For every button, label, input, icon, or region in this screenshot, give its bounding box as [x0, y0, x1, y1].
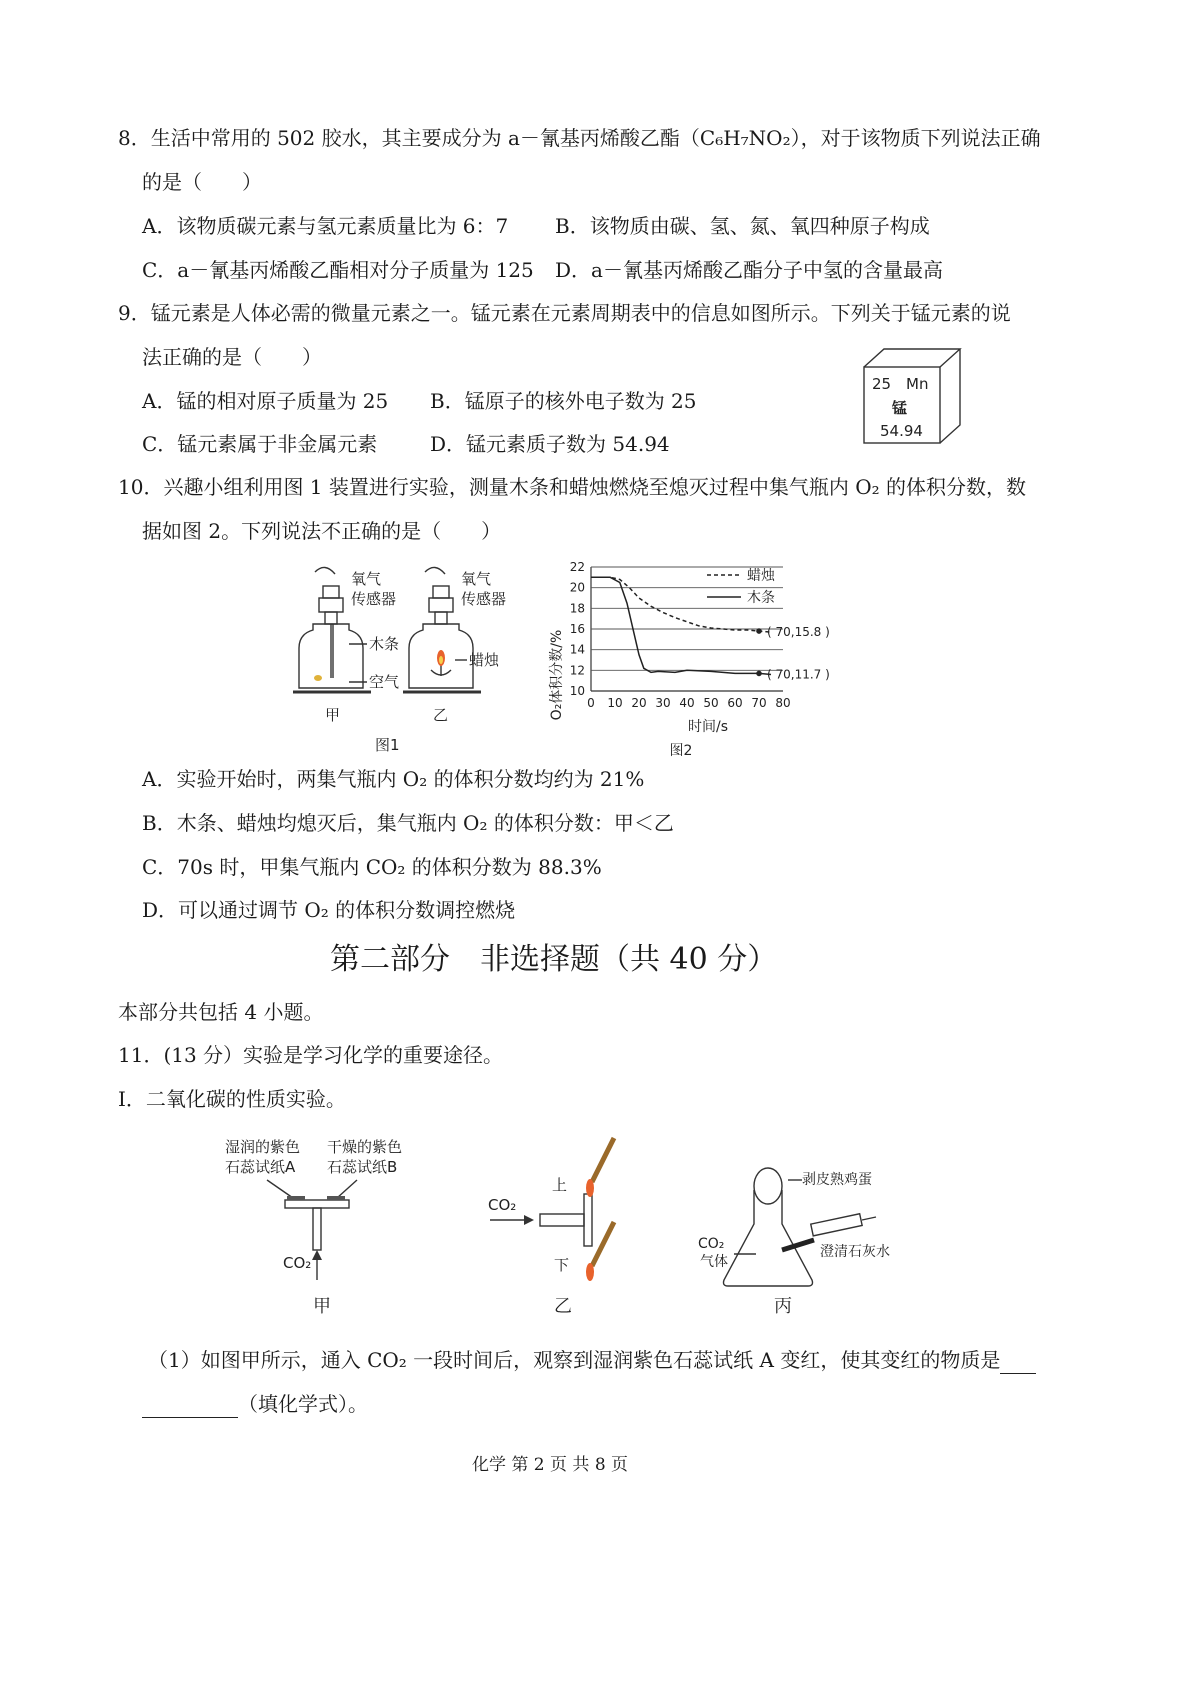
jia-label-a1: 湿润的紫色 — [225, 1138, 301, 1156]
chart-legend — [707, 567, 776, 606]
q9-option-d: D．锰元素质子数为 54.94 — [430, 432, 670, 456]
q8-option-c: C．a－氰基丙烯酸乙酯相对分子质量为 125 — [142, 258, 534, 282]
jia-co2: CO₂ — [283, 1254, 312, 1272]
chart-annotation-point — [756, 671, 762, 677]
q11-figure-bing — [690, 1150, 910, 1320]
q10-option-a: A．实验开始时，两集气瓶内 O₂ 的体积分数均约为 21% — [142, 767, 645, 791]
q10-option-c: C．70s 时，甲集气瓶内 CO₂ 的体积分数为 88.3% — [142, 855, 602, 879]
q10-figure-1 — [285, 560, 525, 760]
chart-x-tick-label: 60 — [727, 696, 743, 710]
chart-y-tick-label: 10 — [569, 684, 585, 698]
q8-option-a: A．该物质碳元素与氢元素质量比为 6：7 — [142, 214, 509, 238]
q11-figure-yi — [480, 1130, 640, 1320]
yi-up: 上 — [552, 1176, 568, 1194]
chart-y-tick-label: 20 — [569, 580, 585, 595]
chart-grid — [591, 567, 783, 691]
q11-section-i: Ⅰ．二氧化碳的性质实验。 — [118, 1087, 346, 1111]
q9-stem-line2: 法正确的是（ ） — [142, 345, 322, 369]
jia-label-b2: 石蕊试纸B — [327, 1158, 398, 1176]
q10-stem-line2: 据如图 2。下列说法不正确的是（ ） — [142, 519, 502, 543]
element-number: 25 — [872, 375, 892, 393]
q9-option-b: B．锰原子的核外电子数为 25 — [430, 389, 697, 413]
jia-caption: 甲 — [313, 1296, 331, 1317]
element-name: 锰 — [892, 399, 908, 417]
chart-series-line-wood — [591, 577, 771, 674]
q11-sub1-line1 — [148, 1346, 1036, 1374]
element-card-mn — [858, 345, 968, 450]
element-symbol: Mn — [906, 375, 929, 393]
fig1-wood-label: 木条 — [369, 635, 400, 653]
page-footer: 化学 第 2 页 共 8 页 — [472, 1455, 629, 1475]
chart-legend-label: 蜡烛 — [747, 568, 775, 584]
chart-y-tick-label: 22 — [569, 560, 585, 574]
chart-xlabel: 时间/s — [687, 719, 729, 735]
chart-x-tick-label: 20 — [631, 696, 647, 710]
q11-sub1-text-2: （填化学式）。 — [238, 1392, 368, 1416]
yi-down: 下 — [554, 1256, 570, 1274]
bing-gas: 气体 — [700, 1254, 728, 1270]
chart-legend-label: 木条 — [747, 590, 775, 606]
fig1-caption: 图1 — [375, 736, 400, 754]
q10-figure-2-chart — [545, 555, 845, 765]
part2-intro: 本部分共包括 4 小题。 — [118, 1000, 324, 1024]
part2-title: 第二部分 非选择题（共 40 分） — [330, 942, 778, 977]
chart-ylabel: O₂体积分数/% — [549, 629, 565, 721]
chart-x-tick-label: 40 — [679, 696, 695, 710]
fig1-sensor-label-2: 传感器 — [351, 590, 397, 608]
chart-x-tick-label: 80 — [775, 696, 791, 710]
q11-stem: 11．(13 分）实验是学习化学的重要途径。 — [118, 1043, 504, 1067]
q9-stem-line1: 9．锰元素是人体必需的微量元素之一。锰元素在元素周期表中的信息如图所示。下列关于锰元素的说 — [118, 301, 1011, 325]
q10-option-d: D．可以通过调节 O₂ 的体积分数调控燃烧 — [142, 898, 516, 922]
chart-x-tick-label: 50 — [703, 696, 719, 710]
chart-x-tick-label: 0 — [587, 696, 595, 710]
chart-annotations — [756, 625, 830, 681]
bing-co2: CO₂ — [698, 1236, 725, 1252]
chart-series-line-candle — [591, 577, 771, 632]
answer-blank-2[interactable] — [142, 1395, 238, 1418]
chart-caption: 图2 — [669, 743, 693, 759]
chart-annotation-point — [756, 628, 762, 634]
chart-x-tick-label: 70 — [751, 696, 767, 710]
bing-caption: 丙 — [774, 1296, 792, 1317]
fig1-yi: 乙 — [433, 706, 449, 724]
bing-lime: 澄清石灰水 — [820, 1244, 890, 1260]
fig1-sensor-label-4: 传感器 — [461, 590, 507, 608]
chart-annotation-label: ( 70,11.7 ) — [767, 667, 830, 682]
jia-label-b1: 干燥的紫色 — [327, 1138, 403, 1156]
chart-x-tick-label: 30 — [655, 696, 671, 710]
yi-caption: 乙 — [554, 1296, 572, 1317]
fig1-sensor-label-1: 氧气 — [351, 570, 382, 588]
q10-stem-line1: 10．兴趣小组利用图 1 装置进行实验，测量木条和蜡烛燃烧至熄灭过程中集气瓶内 O₂ 的体积分数，数 — [118, 475, 1027, 499]
yi-co2: CO₂ — [488, 1196, 517, 1214]
chart-y-tick-label: 12 — [569, 663, 585, 678]
chart-annotation-label: ( 70,15.8 ) — [767, 625, 830, 640]
fig1-jia: 甲 — [325, 706, 341, 724]
q11-sub1-text: （1）如图甲所示，通入 CO₂ 一段时间后，观察到湿润紫色石蕊试纸 A 变红，使其变红的物质是 — [148, 1348, 1001, 1372]
q8-stem-line2: 的是（ ） — [142, 170, 262, 194]
q10-option-b: B．木条、蜡烛均熄灭后，集气瓶内 O₂ 的体积分数：甲＜乙 — [142, 811, 674, 835]
q9-option-c: C．锰元素属于非金属元素 — [142, 432, 378, 456]
fig1-sensor-label-3: 氧气 — [461, 570, 492, 588]
fig1-candle-label: 蜡烛 — [469, 651, 500, 669]
bing-egg: 剥皮熟鸡蛋 — [802, 1172, 872, 1188]
q11-figure-jia — [215, 1130, 415, 1320]
q8-option-d: D．a－氰基丙烯酸乙酯分子中氢的含量最高 — [555, 258, 943, 282]
fig1-air-label: 空气 — [369, 673, 400, 691]
q11-sub1-line2 — [142, 1390, 368, 1418]
q8-stem-line1: 8．生活中常用的 502 胶水，其主要成分为 a－氰基丙烯酸乙酯（C₆H₇NO₂），对于该物质下列说法正确 — [118, 126, 1041, 150]
chart-series — [591, 577, 771, 674]
chart-y-tick-label: 16 — [569, 622, 585, 636]
element-mass: 54.94 — [880, 422, 923, 440]
chart-y-tick-label: 14 — [569, 642, 585, 657]
q9-option-a: A．锰的相对原子质量为 25 — [142, 389, 389, 413]
jia-label-a2: 石蕊试纸A — [225, 1158, 296, 1176]
answer-blank-1[interactable] — [1000, 1351, 1036, 1374]
chart-x-tick-label: 10 — [607, 696, 623, 710]
chart-y-tick-label: 18 — [569, 601, 585, 616]
q8-option-b: B．该物质由碳、氢、氮、氧四种原子构成 — [555, 214, 930, 238]
